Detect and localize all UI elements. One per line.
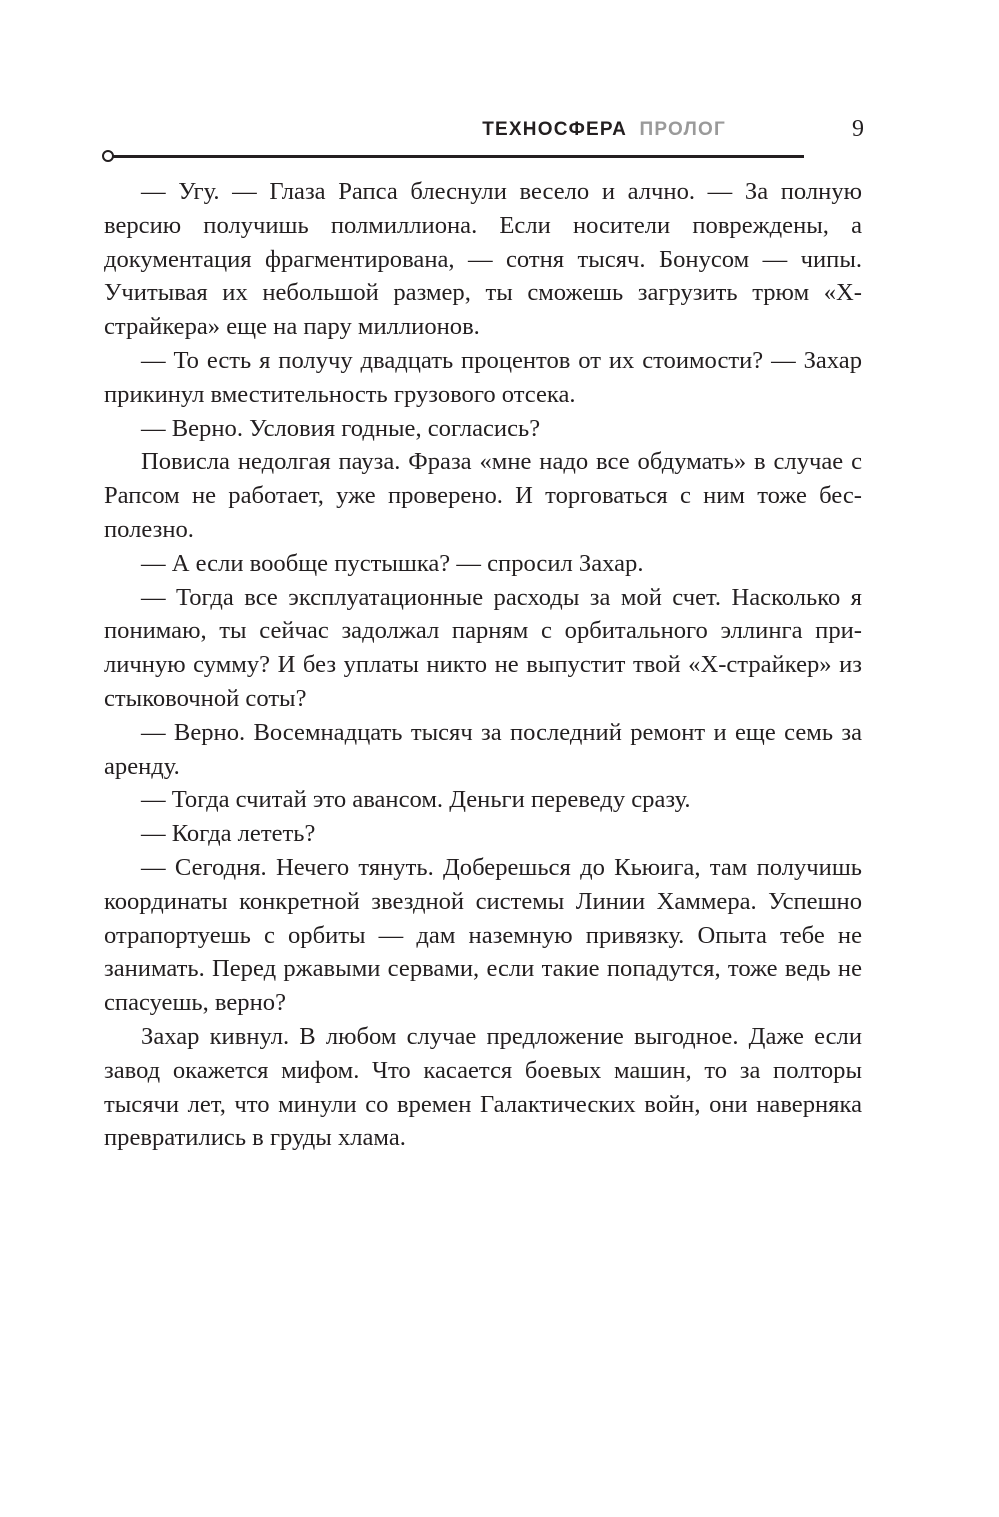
book-title: ТЕХНОСФЕРА [482, 119, 628, 140]
paragraph: — Сегодня. Нечего тянуть. Доберешься до Кьюига, там получишь координаты конкретной звездной системы Линии Хаммера. Успешно отрапортуешь с орбиты — дам наземную привязку. Опыта тебе не занимать. Перед ржавыми сервами, если такие попадутся, тоже ведь не спасуешь, верно? [104, 853, 862, 1017]
paragraph: — А если вообще пустышка? — спросил Захар. [141, 549, 644, 577]
paragraph: Повисла недолгая пауза. Фраза «мне надо все обдумать» в случае с Рапсом не работает, уже проверено. И торговаться с ним тоже бесполезно. [104, 448, 862, 543]
paragraph: — Когда лететь? [141, 820, 316, 848]
paragraph: — Тогда все эксплуатационные расходы за мой счет. Насколько я понимаю, ты сейчас задолжал парням с орбитального эллинга приличную сумму? И без уплаты никто не выпустит твой «Х-страйкер» из стыковочной соты? [104, 583, 862, 712]
body-text [104, 175, 862, 1155]
page-number: 9 [852, 116, 864, 142]
paragraph: — Верно. Условия годные, согласись? [141, 414, 541, 442]
paragraph: — То есть я получу двадцать процентов от их стоимости? — Захар прикинул вместительность грузового отсека. [104, 346, 862, 408]
header-rule [112, 155, 804, 158]
paragraph: — Верно. Восемнадцать тысяч за последний ремонт и еще семь за аренду. [104, 718, 862, 780]
running-title [482, 119, 726, 141]
paragraph: — Угу. — Глаза Рапса блеснули весело и алчно. — За полную версию получишь полмиллиона. Если носители повреждены, а документация фрагментирована, — сотня тысяч. Бонусом — чипы. Учитывая их небольшой размер, ты сможешь загрузить трюм «Х-страйкера» еще на пару миллионов. [104, 178, 862, 341]
running-header [104, 116, 864, 156]
paragraph: Захар кивнул. В любом случае предложение выгодное. Даже если завод окажется мифом. Что касается боевых машин, то за полторы тысячи лет, что минули со времен Галактических войн, они наверняка превратились в груды хлама. [104, 1022, 862, 1152]
paragraph: — Тогда считай это авансом. Деньги переведу сразу. [141, 786, 691, 814]
chapter-title: ПРОЛОГ [639, 119, 726, 140]
